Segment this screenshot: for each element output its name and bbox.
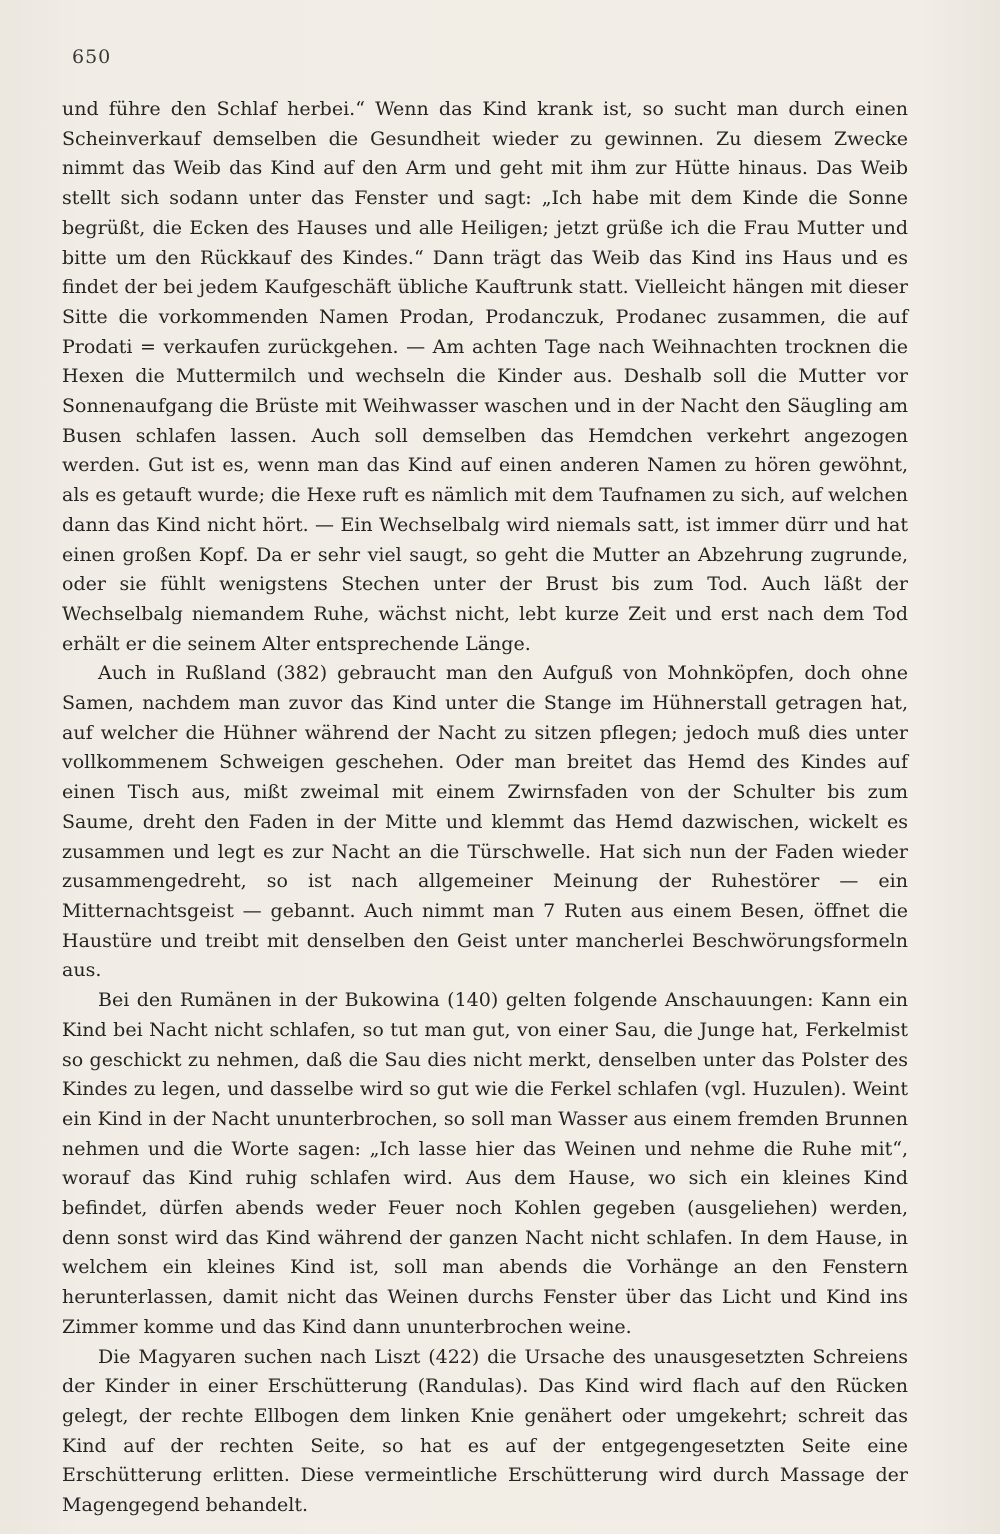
- page-number: 650: [72, 46, 112, 68]
- body-text: [62, 95, 908, 1521]
- paragraph-1: und führe den Schlaf herbei.“ Wenn das Kind krank ist, so sucht man durch einen Scheinverkauf demselben die Gesundheit wieder zu gewinnen. Zu diesem Zwecke nimmt das Weib das Kind auf den Arm und geht mit ihm zur Hütte hinaus. Das Weib stellt sich sodann unter das Fenster und sagt: „Ich habe mit dem Kinde die Sonne begrüßt, die Ecken des Hauses und alle Heiligen; jetzt grüße ich die Frau Mutter und bitte um den Rückkauf des Kindes.“ Dann trägt das Weib das Kind ins Haus und es findet der bei jedem Kaufgeschäft übliche Kauftrunk statt. Vielleicht hängen mit dieser Sitte die vorkommenden Namen Prodan, Prodanczuk, Prodanec zusammen, die auf Prodati = verkaufen zurückgehen. — Am achten Tage nach Weihnachten trocknen die Hexen die Muttermilch und wechseln die Kinder aus. Deshalb soll die Mutter vor Sonnenaufgang die Brüste mit Weihwasser waschen und in der Nacht den Säugling am Busen schlafen lassen. Auch soll demselben das Hemdchen verkehrt angezogen werden. Gut ist es, wenn man das Kind auf einen anderen Namen zu hören gewöhnt, als es getauft wurde; die Hexe ruft es nämlich mit dem Taufnamen zu sich, auf welchen dann das Kind nicht hört. — Ein Wechselbalg wird niemals satt, ist immer dürr und hat einen großen Kopf. Da er sehr viel saugt, so geht die Mutter an Abzehrung zugrunde, oder sie fühlt wenigstens Stechen unter der Brust bis zum Tod. Auch läßt der Wechselbalg niemandem Ruhe, wächst nicht, lebt kurze Zeit und erst nach dem Tod erhält er die seinem Alter entsprechende Länge.: [62, 98, 908, 655]
- paragraph-2: Auch in Rußland (382) gebraucht man den Aufguß von Mohnköpfen, doch ohne Samen, nachdem man zuvor das Kind unter die Stange im Hühnerstall getragen hat, auf welcher die Hühner während der Nacht zu sitzen pflegen; jedoch muß dies unter vollkommenem Schweigen geschehen. Oder man breitet das Hemd des Kindes auf einen Tisch aus, mißt zweimal mit einem Zwirnsfaden von der Schulter bis zum Saume, dreht den Faden in der Mitte und klemmt das Hemd dazwischen, wickelt es zusammen und legt es zur Nacht an die Türschwelle. Hat sich nun der Faden wieder zusammengedreht, so ist nach allgemeiner Meinung der Ruhestörer — ein Mitternachtsgeist — gebannt. Auch nimmt man 7 Ruten aus einem Besen, öffnet die Haustüre und treibt mit denselben den Geist unter mancherlei Beschwörungsformeln aus.: [62, 662, 908, 982]
- paragraph-4: Die Magyaren suchen nach Liszt (422) die Ursache des unausgesetzten Schreiens der Kinder in einer Erschütterung (Randulas). Das Kind wird flach auf den Rücken gelegt, der rechte Ellbogen dem linken Knie genähert oder umgekehrt; schreit das Kind auf der rechten Seite, so hat es auf der entgegengesetzten Seite eine Erschütterung erlitten. Diese vermeintliche Erschütterung wird durch Massage der Magengegend behandelt.: [62, 1345, 908, 1517]
- paragraph-3: Bei den Rumänen in der Bukowina (140) gelten folgende Anschauungen: Kann ein Kind bei Nacht nicht schlafen, so tut man gut, von einer Sau, die Junge hat, Ferkelmist so geschickt zu nehmen, daß die Sau dies nicht merkt, denselben unter das Polster des Kindes zu legen, und dasselbe wird so gut wie die Ferkel schlafen (vgl. Huzulen). Weint ein Kind in der Nacht ununterbrochen, so soll man Wasser aus einem fremden Brunnen nehmen und die Worte sagen: „Ich lasse hier das Weinen und nehme die Ruhe mit“, worauf das Kind ruhig schlafen wird. Aus dem Hause, wo sich ein kleines Kind befindet, dürfen abends weder Feuer noch Kohlen gegeben (ausgeliehen) werden, denn sonst wird das Kind während der ganzen Nacht nicht schlafen. In dem Hause, in welchem ein kleines Kind ist, soll man abends die Vorhänge an den Fenstern herunterlassen, damit nicht das Weinen durchs Fenster über das Licht und Kind ins Zimmer komme und das Kind dann ununterbrochen weine.: [62, 989, 908, 1338]
